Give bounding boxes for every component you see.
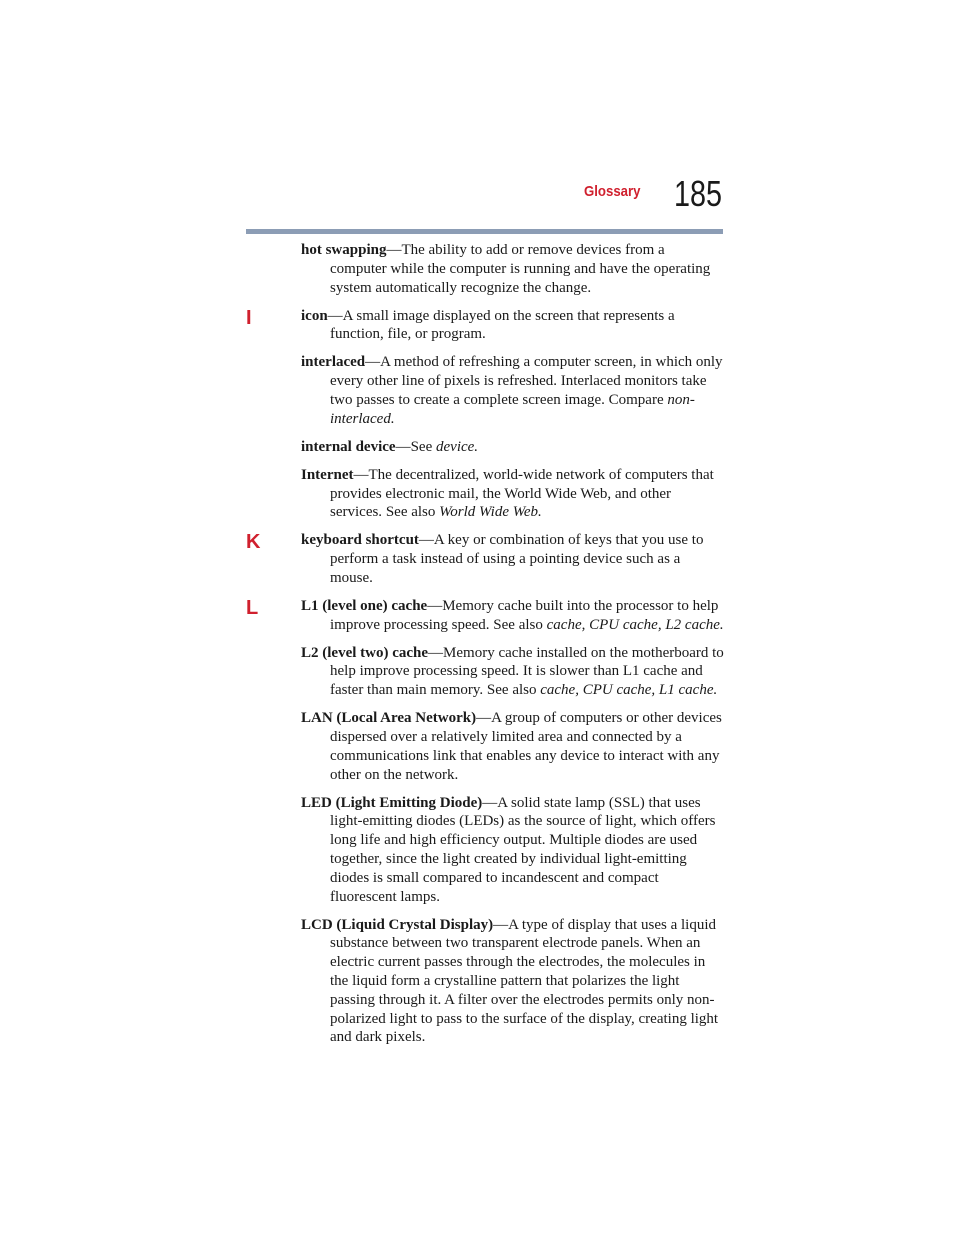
glossary-entry-keyboard-shortcut [246,531,725,587]
section-title: Glossary [584,183,641,200]
glossary-entry-led [301,794,725,907]
glossary-definition: —A group of computers or other devices dispersed over a relatively limited area and connected by a communications link that enables any device to interact with any other on the network. [330,710,722,783]
glossary-entry-hot-swapping [301,241,725,297]
glossary-definition: —Memory cache built into the processor to help improve processing speed. [330,597,719,633]
glossary-term: hot swapping [301,242,387,258]
glossary-term: keyboard shortcut [301,532,419,549]
glossary-definition: —The ability to add or remove devices from a computer while the computer is running and have the operating system automatically recognize the change. [330,242,711,296]
glossary-entry-interlaced [301,353,725,428]
glossary-definition: —A method of refreshing a computer screen, in which only every other line of pixels is refreshed. Interlaced monitors take two passes to create a complete screen image. Compare [330,354,723,408]
glossary-entry-lcd [301,916,725,1048]
header-divider [246,229,723,234]
cross-reference: World Wide Web. [439,504,542,521]
glossary-term: LAN (Local Area Network) [301,710,477,727]
glossary-term: L2 (level two) cache [301,644,429,661]
glossary-entry-icon [246,306,725,345]
section-letter: L [246,596,259,619]
cross-reference: non-interlaced. [330,391,695,427]
glossary-entry-lan [301,709,725,784]
glossary-entry-internet [301,466,725,522]
glossary-entry-l1-cache [246,596,725,635]
glossary-definition: —A small image displayed on the screen that represents a function, file, or program. [327,307,675,343]
glossary-definition: —The decentralized, world-wide network of computers that provides electronic mail, the World Wide Web, and other services. [330,466,714,521]
glossary-term: L1 (level one) cache [301,597,428,614]
cross-reference: cache, CPU cache, L2 cache. [546,616,724,633]
glossary-definition: —A key or combination of keys that you use to perform a task instead of using a pointing device such as a mouse. [330,532,704,586]
glossary-definition: —See [395,438,436,455]
see-also-prefix: See also [493,616,547,633]
glossary-entry-internal-device [301,438,725,457]
cross-reference: device. [436,438,479,455]
glossary-term: Internet [301,466,354,483]
section-letter: I [246,306,252,329]
glossary-term: LED (Light Emitting Diode) [301,794,483,811]
see-also-prefix: See also [486,682,541,699]
glossary-entry-l2-cache [301,644,725,700]
glossary-list [246,241,725,1056]
cross-reference: cache, CPU cache, L1 cache. [540,682,718,699]
glossary-definition: —A solid state lamp (SSL) that uses light-emitting diodes (LEDs) as the source of light, which offers long life and high efficiency output. Multiple diodes are used together, since the light created by individual light-emitting diodes is small compared to incandescent and compact fluorescent lamps. [330,794,716,905]
glossary-term: LCD (Liquid Crystal Display) [301,916,494,933]
page-number: 185 [673,173,722,214]
glossary-definition: —Memory cache installed on the motherboard to help improve processing speed. It is slower than L1 cache and faster than main memory. [330,644,724,699]
glossary-term: icon [301,307,328,324]
glossary-term: internal device [301,438,396,455]
section-letter: K [246,531,261,554]
glossary-term: interlaced [301,354,366,371]
glossary-definition: —A type of display that uses a liquid substance between two transparent electrode panels. When an electric current passes through the electrodes, the molecules in the liquid form a crystalline pattern that polarizes the light passing through it. A filter over the electrodes permits only non-polarized light to pass to the surface of the display, creating light and dark pixels. [330,916,719,1046]
see-also-prefix: See also [385,504,440,521]
